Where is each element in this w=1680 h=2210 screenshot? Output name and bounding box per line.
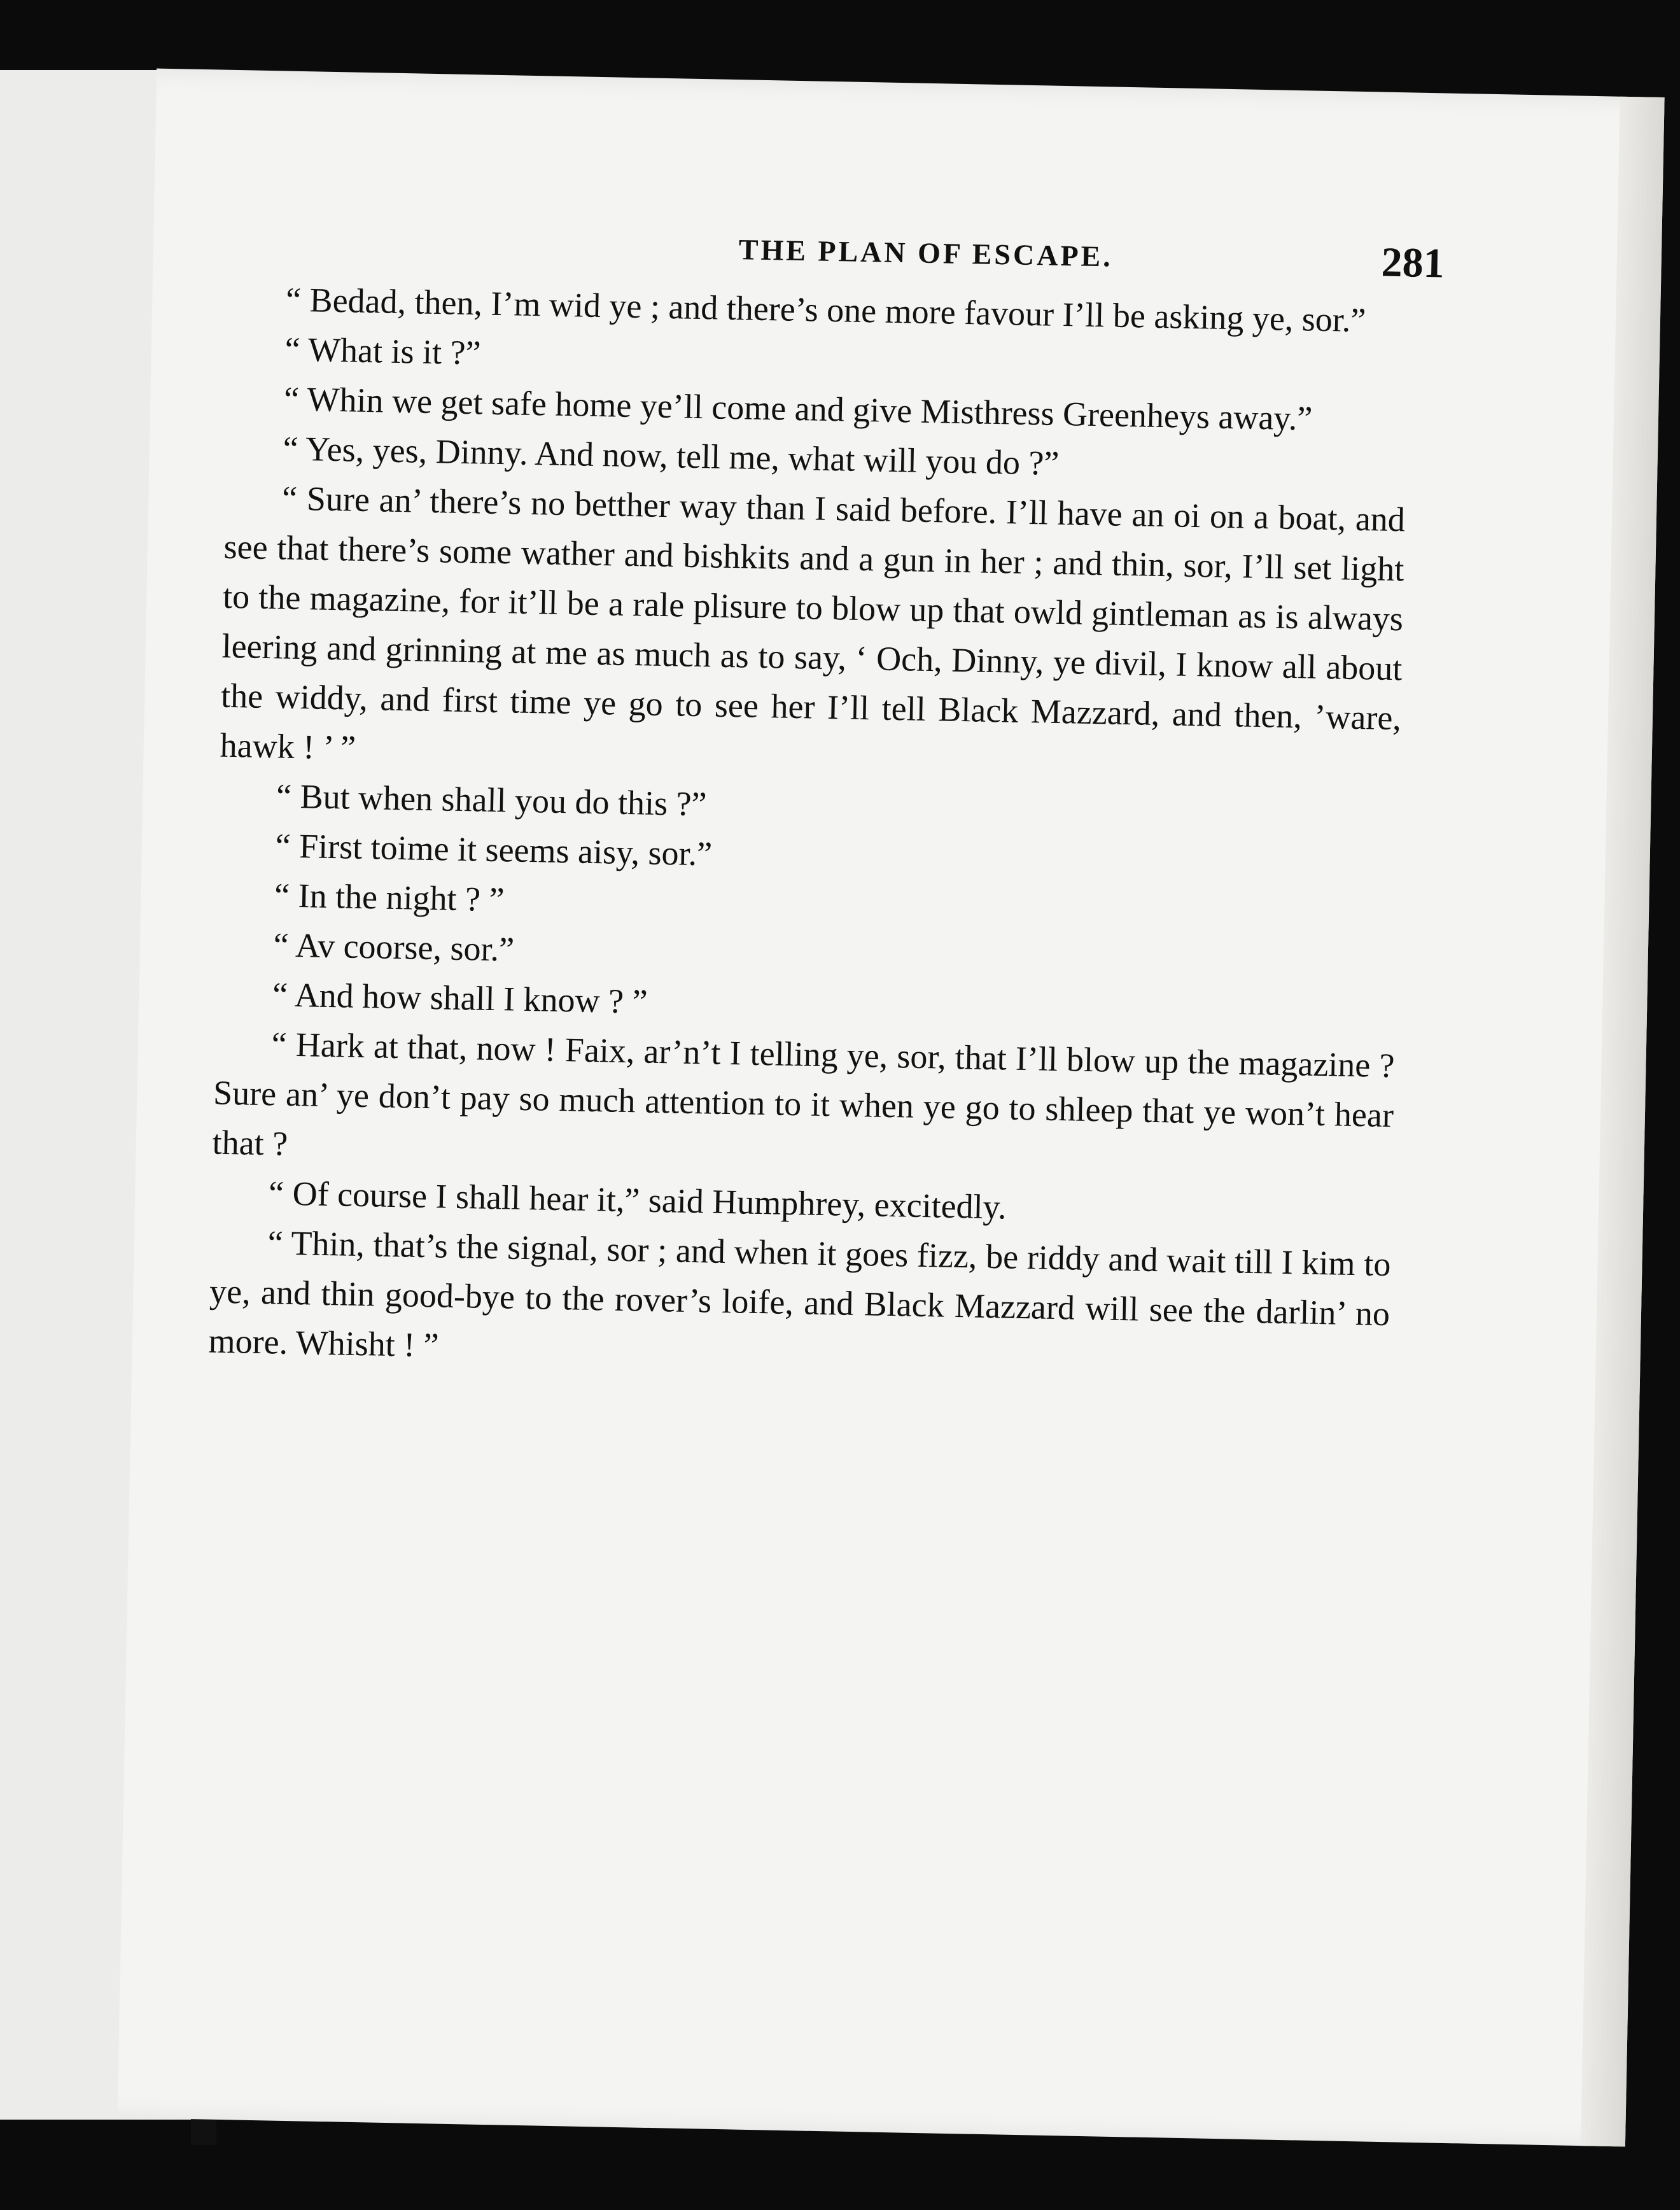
paragraph: “ But when shall you do this ?” bbox=[276, 777, 708, 824]
paragraph: “ Whin we get safe home ye’ll come and give Misthress Greenheys away.” bbox=[283, 379, 1313, 438]
paragraph: “ Hark at that, now ! Faix, ar’n’t I telling ye, sor, that I’ll blow up the magazine ? Sure an’ ye don’t pay so much attention to it when ye go to shleep that ye won’t hear that ? bbox=[212, 1025, 1395, 1163]
paragraph: “ Bedad, then, I’m wid ye ; and there’s one more favour I’ll be asking ye, sor.” bbox=[285, 280, 1366, 340]
paragraph: “ Thin, that’s the signal, sor ; and when it goes fizz, be riddy and wait till I kim to ye, and thin good-bye to the rover’s loife, and Black Mazzard will see the darlin’ no more. Whisht ! ” bbox=[208, 1223, 1391, 1365]
page-number: 281 bbox=[1380, 239, 1445, 287]
paragraph: “ What is it ?” bbox=[284, 330, 482, 372]
paragraph: “ First toime it seems aisy, sor.” bbox=[275, 826, 713, 873]
paragraph: “ Yes, yes, Dinny. And now, tell me, what will you do ?” bbox=[283, 429, 1060, 482]
running-title: THE PLAN OF ESCAPE. bbox=[738, 233, 1114, 273]
paragraph: “ Av coorse, sor.” bbox=[273, 926, 515, 969]
book-page bbox=[117, 69, 1664, 2147]
body-text bbox=[208, 274, 1410, 1388]
paragraph: “ In the night ? ” bbox=[274, 876, 505, 919]
paragraph: “ Of course I shall hear it,” said Humphrey, excitedly. bbox=[268, 1174, 1007, 1227]
paragraph: “ And how shall I know ? ” bbox=[272, 975, 648, 1021]
page-edge bbox=[1581, 97, 1665, 2147]
paragraph: “ Sure an’ there’s no betther way than I said before. I’ll have an oi on a boat, and see that there’s some wather and bishkits and a gun in her ; and thin, sor, I’ll set light to the magazine, for it’ll be a rale plisure to blow up that owld gintleman as is always leering and grinning at me as much as to say, ‘ Och, Dinny, ye divil, I know all about the widdy, and first time ye go to see her I’ll tell Black Mazzard, and then, ’ware, hawk ! ’ ” bbox=[220, 479, 1406, 767]
